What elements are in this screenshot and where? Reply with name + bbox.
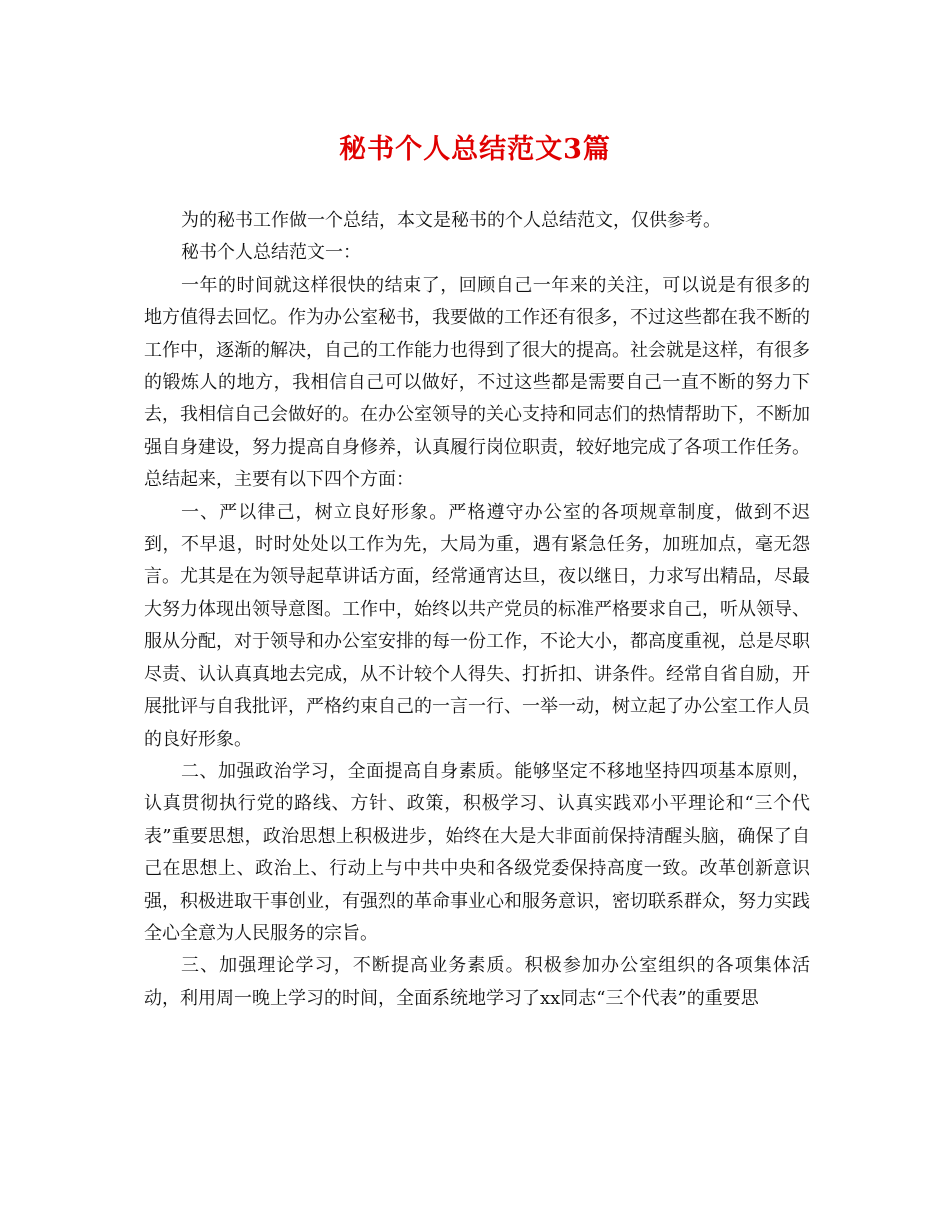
document-body (144, 205, 810, 1015)
paragraph-point-two: 二、加强政治学习，全面提高自身素质。能够坚定不移地坚持四项基本原则，认真贯彻执行党的路线、方针、政策，积极学习、认真实践邓小平理论和“三个代表”重要思想，政治思想上积极进步，始终在大是大非面前保持清醒头脑，确保了自己在思想上、政治上、行动上与中共中央和各级党委保持高度一致。改革创新意识强，积极进取干事创业，有强烈的革命事业心和服务意识，密切联系群众，努力实践全心全意为人民服务的宗旨。 (144, 760, 810, 944)
paragraph-section-heading: 秘书个人总结范文一： (181, 242, 361, 264)
paragraph-point-three: 三、加强理论学习，不断提高业务素质。积极参加办公室组织的各项集体活动，利用周一晚上学习的时间，全面系统地学习了xx同志“三个代表”的重要思 (144, 955, 810, 1009)
paragraph-point-one: 一、严以律己，树立良好形象。严格遵守办公室的各项规章制度，做到不迟到，不早退，时时处处以工作为先，大局为重，遇有紧急任务，加班加点，毫无怨言。尤其是在为领导起草讲话方面，经常通宵达旦，夜以继日，力求写出精品，尽最大努力体现出领导意图。工作中，始终以共产党员的标准严格要求自己，听从领导、服从分配，对于领导和办公室安排的每一份工作，不论大小，都高度重视，总是尽职尽责、认认真真地去完成，从不计较个人得失、打折扣、讲条件。经常自省自励，开展批评与自我批评，严格约束自己的一言一行、一举一动，树立起了办公室工作人员的良好形象。 (144, 501, 810, 750)
paragraph-overview: 一年的时间就这样很快的结束了，回顾自己一年来的关注，可以说是有很多的地方值得去回忆。作为办公室秘书，我要做的工作还有很多，不过这些都在我不断的工作中，逐渐的解决，自己的工作能力也得到了很大的提高。社会就是这样，有很多的锻炼人的地方，我相信自己可以做好，不过这些都是需要自己一直不断的努力下去，我相信自己会做好的。在办公室领导的关心支持和同志们的热情帮助下，不断加强自身建设，努力提高自身修养，认真履行岗位职责，较好地完成了各项工作任务。总结起来，主要有以下四个方面： (144, 274, 810, 491)
paragraph-intro: 为的秘书工作做一个总结，本文是秘书的个人总结范文，仅供参考。 (181, 210, 721, 231)
document-title: 秘书个人总结范文3篇 (339, 134, 611, 165)
